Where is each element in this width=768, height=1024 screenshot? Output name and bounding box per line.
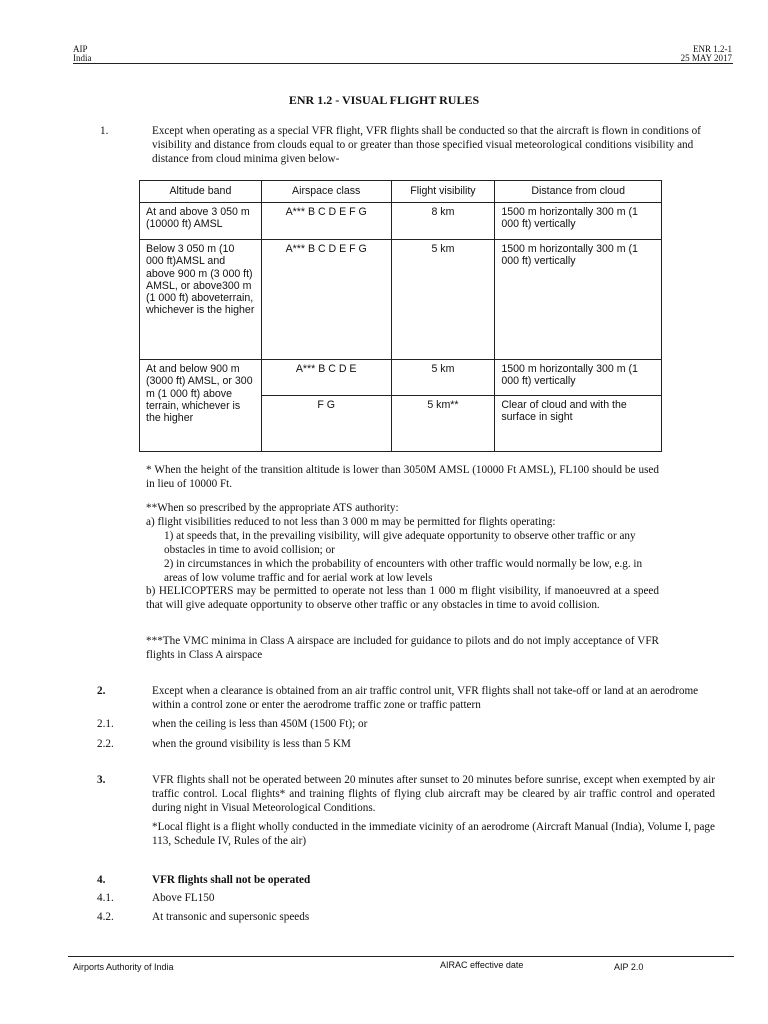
flight-visibility-cell: 8 km — [391, 203, 495, 240]
section-2-2-text: when the ground visibility is less than 5 KM — [152, 738, 351, 750]
section-2-text: Except when a clearance is obtained from an air traffic control unit, VFR flights shall not take-off or land at an aerodrome within a control zone or enter the aerodrome traffic zone or traffic pattern — [152, 685, 699, 711]
header-india: India — [73, 53, 92, 63]
section-3-text: VFR flights shall not be operated between 20 minutes after sunset to 20 minutes before sunrise, except when exempted by air traffic control. Local flights* and training flights of flying club aircraft may be cleared by air traffic control and operated during night in Visual Meteorological Conditions. — [152, 774, 715, 814]
note-helicopters: b) HELICOPTERS may be permitted to operate not less than 1 000 m flight visibility, if manoeuvred at a speed that will give adequate opportunity to observe other traffic or any obstacles in time to avoid collision. — [146, 585, 659, 611]
section-1-text: Except when operating as a special VFR flight, VFR flights shall be conducted so that the aircraft is flown in conditions of visibility and distance from clouds equal to or greater than those specified visual meteorological conditions visibility and distance from cloud minima given below- — [152, 125, 701, 165]
table-row — [140, 203, 662, 240]
section-4-text: VFR flights shall not be operated — [152, 874, 311, 886]
flight-visibility-cell: 5 km — [391, 240, 495, 360]
section-4-2-number: 4.2. — [97, 911, 114, 923]
table-row — [140, 240, 662, 360]
header-page-ref: ENR 1.2-1 — [693, 44, 732, 54]
distance-from-cloud-cell: 1500 m horizontally 300 m (1 000 ft) vertically — [495, 360, 662, 396]
header-aip: AIP — [73, 44, 88, 54]
flight-visibility-cell: 5 km** — [391, 396, 495, 452]
airspace-class-cell: A*** B C D E — [261, 360, 391, 396]
section-3-note: *Local flight is a flight wholly conducted in the immediate vicinity of an aerodrome (Aircraft Manual (India), Volume I, page 113, Schedule IV, Rules of the air) — [152, 821, 715, 847]
footer-publisher: Airports Authority of India — [73, 962, 174, 972]
distance-from-cloud-cell: 1500 m horizontally 300 m (1 000 ft) vertically — [495, 203, 662, 240]
note-transition-altitude: * When the height of the transition altitude is lower than 3050M AMSL (10000 Ft AMSL), FL100 should be used in lieu of 10000 Ft. — [146, 464, 659, 490]
distance-from-cloud-cell: Clear of cloud and with the surface in sight — [495, 396, 662, 452]
header-rule — [73, 63, 733, 64]
airspace-class-cell: F G — [261, 396, 391, 452]
altitude-band-cell: At and above 3 050 m (10000 ft) AMSL — [140, 203, 262, 240]
note-item-speeds: 1) at speeds that, in the prevailing visibility, will give adequate opportunity to observe other traffic or any obstacles in time to avoid collision; or — [164, 530, 636, 556]
vfr-minima-table — [139, 180, 662, 452]
table-header-cell: Airspace class — [261, 181, 391, 203]
airspace-class-cell: A*** B C D E F G — [261, 240, 391, 360]
section-2-number: 2. — [97, 685, 106, 697]
altitude-band-cell: Below 3 050 m (10 000 ft)AMSL and above 900 m (3 000 ft) AMSL, or above300 m (1 000 ft) aboveterrain, whichever is the higher — [140, 240, 262, 360]
section-4-1-text: Above FL150 — [152, 892, 215, 904]
section-4-number: 4. — [97, 874, 106, 886]
section-2-1-number: 2.1. — [97, 718, 114, 730]
table-header-row — [140, 181, 662, 203]
table-row — [140, 360, 662, 396]
footer-rule — [68, 956, 734, 957]
note-vmc-minima: ***The VMC minima in Class A airspace are included for guidance to pilots and do not imply acceptance of VFR flights in Class A airspace — [146, 635, 659, 661]
table-header-cell: Flight visibility — [391, 181, 495, 203]
note-item-low-probability: 2) in circumstances in which the probability of encounters with other traffic would normally be low, e.g. in areas of low volume traffic and for aerial work at low levels — [164, 558, 643, 584]
airspace-class-cell: A*** B C D E F G — [261, 203, 391, 240]
note-flight-visibilities: a) flight visibilities reduced to not less than 3 000 m may be permitted for flights operating: — [146, 516, 556, 528]
header-date: 25 MAY 2017 — [680, 53, 732, 63]
section-4-2-text: At transonic and supersonic speeds — [152, 911, 310, 923]
table-header-cell: Distance from cloud — [495, 181, 662, 203]
footer-airac-date: AIRAC effective date — [440, 960, 524, 970]
distance-from-cloud-cell: 1500 m horizontally 300 m (1 000 ft) vertically — [495, 240, 662, 360]
flight-visibility-cell: 5 km — [391, 360, 495, 396]
section-2-2-number: 2.2. — [97, 738, 114, 750]
page-title: ENR 1.2 - VISUAL FLIGHT RULES — [288, 93, 480, 107]
section-2-1-text: when the ceiling is less than 450M (1500 Ft); or — [152, 718, 368, 730]
section-1-number: 1. — [100, 125, 109, 137]
altitude-band-cell: At and below 900 m (3000 ft) AMSL, or 300 m (1 000 ft) above terrain, whichever is the higher — [140, 360, 262, 452]
section-4-1-number: 4.1. — [97, 892, 114, 904]
section-3-number: 3. — [97, 774, 106, 786]
note-ats-authority: **When so prescribed by the appropriate ATS authority: — [146, 502, 399, 514]
table-header-cell: Altitude band — [140, 181, 262, 203]
footer-aip-version: AIP 2.0 — [614, 962, 644, 972]
